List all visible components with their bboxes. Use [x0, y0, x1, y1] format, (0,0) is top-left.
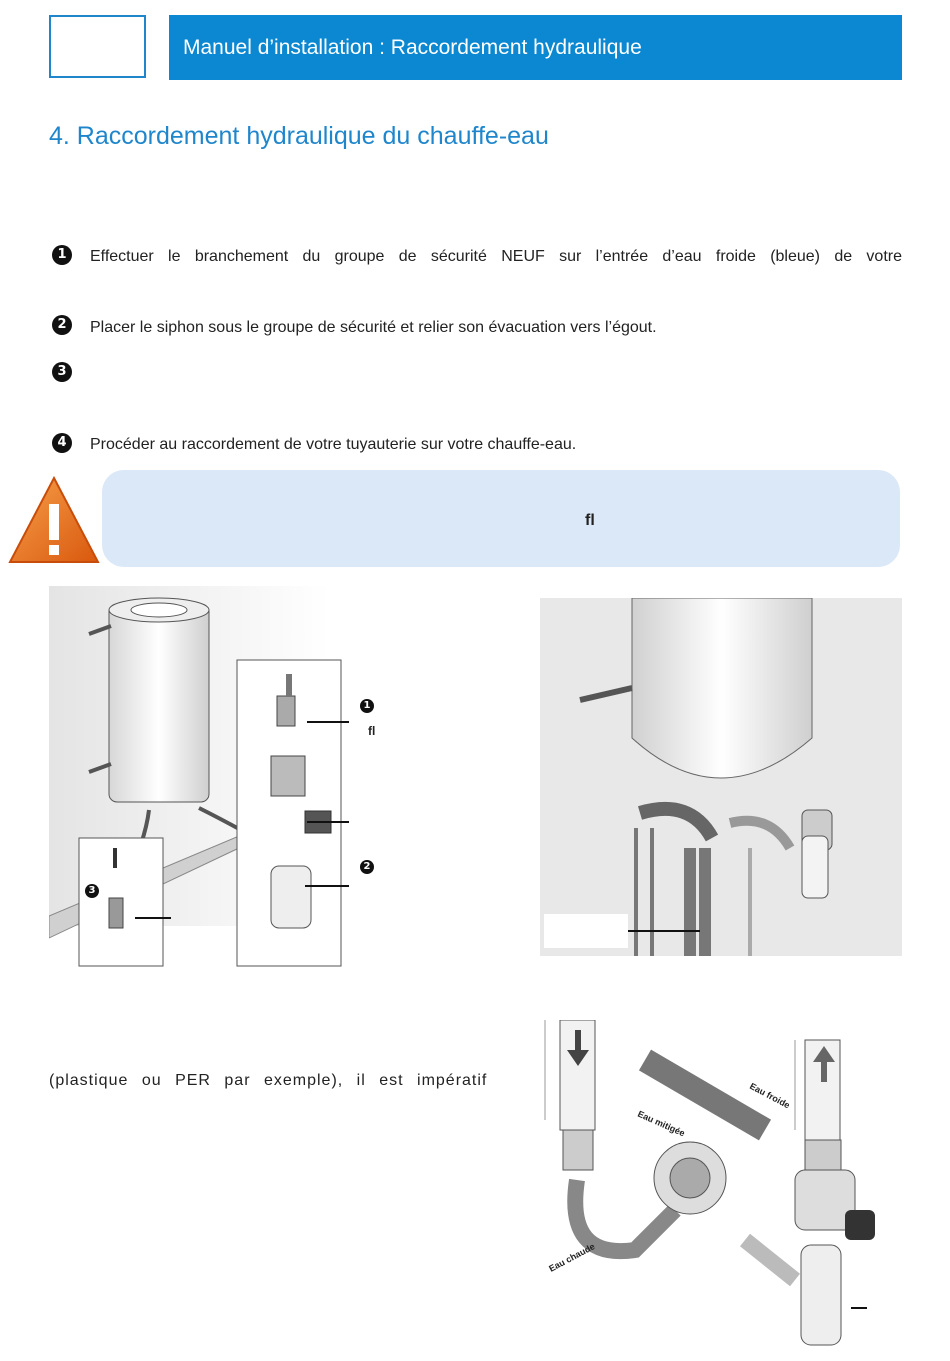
body-text: (plastique ou PER par exemple), il est impératif — [49, 1072, 488, 1089]
logo-box — [49, 15, 146, 78]
callout-1-number: 1 — [360, 699, 374, 713]
water-heater-illustration — [49, 586, 449, 968]
label-cold-water: Eau froide — [748, 1080, 792, 1111]
header-title: Manuel d’installation : Raccordement hydraulique — [183, 36, 642, 59]
callout-2-number: 2 — [360, 860, 374, 874]
warning-triangle-icon — [6, 474, 102, 566]
step-1-number: 1 — [52, 245, 72, 265]
mixing-valve-illustration — [505, 1020, 905, 1356]
figure-installation — [49, 586, 449, 968]
step-1-text: Effectuer le branchement du groupe de sécurité NEUF sur l’entrée d’eau froide (bleue) de votre — [90, 248, 902, 265]
pipes-illustration — [540, 598, 902, 956]
warning-box — [102, 470, 900, 567]
step-2-text: Placer le siphon sous le groupe de sécurité et relier son évacuation vers l’égout. — [90, 319, 657, 336]
step-4-number: 4 — [52, 433, 72, 453]
step-2-number: 2 — [52, 315, 72, 335]
label-hot-water: Eau chaude — [547, 1241, 597, 1274]
step-3-number: 3 — [52, 362, 72, 382]
label-mixed-water: Eau mitigée — [636, 1108, 687, 1139]
step-4-text: Procéder au raccordement de votre tuyauterie sur votre chauffe-eau. — [90, 436, 577, 453]
callout-1-text: fl — [368, 724, 376, 738]
figure-mixing-valve — [505, 1020, 905, 1356]
callout-3-number: 3 — [85, 884, 99, 898]
figure-connection — [540, 598, 902, 956]
section-title: 4. Raccordement hydraulique du chauffe-eau — [49, 122, 549, 150]
warning-text: fl — [585, 512, 595, 529]
header-bar — [169, 15, 902, 80]
